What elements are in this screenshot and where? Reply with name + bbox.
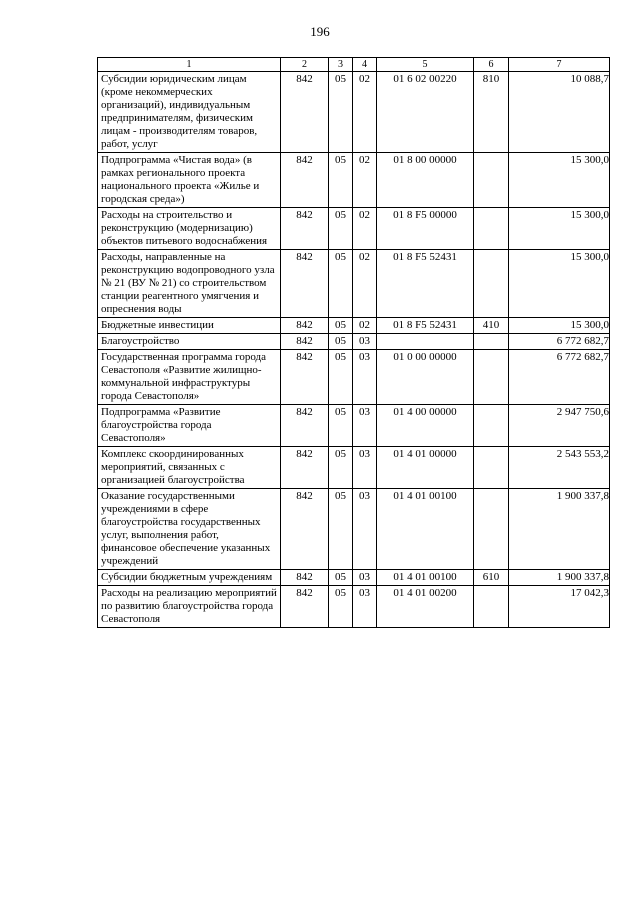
- table-row: [98, 153, 610, 208]
- header-col-2: 2: [281, 58, 329, 72]
- header-col-3: 3: [329, 58, 353, 72]
- cell-subsection: 02: [353, 208, 377, 250]
- cell-target-article: 01 6 02 00220: [377, 72, 474, 153]
- cell-name: Подпрограмма «Развитие благоустройства города Севастополя»: [98, 405, 281, 447]
- cell-amount: 15 300,0: [509, 208, 610, 250]
- cell-name: Субсидии бюджетным учреждениям: [98, 570, 281, 586]
- cell-grbs: 842: [281, 447, 329, 489]
- cell-grbs: 842: [281, 72, 329, 153]
- cell-section: 05: [329, 405, 353, 447]
- cell-target-article: 01 4 01 00100: [377, 489, 474, 570]
- cell-name: Комплекс скоординированных мероприятий, связанных с организацией благоустройства: [98, 447, 281, 489]
- cell-section: 05: [329, 250, 353, 318]
- cell-expense-type: [474, 405, 509, 447]
- cell-section: 05: [329, 489, 353, 570]
- cell-subsection: 03: [353, 570, 377, 586]
- cell-expense-type: [474, 586, 509, 628]
- header-col-5: 5: [377, 58, 474, 72]
- cell-grbs: 842: [281, 405, 329, 447]
- cell-amount: 1 900 337,8: [509, 570, 610, 586]
- cell-amount: 10 088,7: [509, 72, 610, 153]
- cell-name: Расходы на строительство и реконструкцию (модернизацию) объектов питьевого водоснабжения: [98, 208, 281, 250]
- cell-subsection: 02: [353, 318, 377, 334]
- header-col-1: 1: [98, 58, 281, 72]
- cell-amount: 2 947 750,6: [509, 405, 610, 447]
- table-row: [98, 489, 610, 570]
- cell-grbs: 842: [281, 334, 329, 350]
- cell-expense-type: [474, 334, 509, 350]
- cell-grbs: 842: [281, 570, 329, 586]
- cell-subsection: 03: [353, 586, 377, 628]
- cell-subsection: 03: [353, 447, 377, 489]
- cell-expense-type: [474, 489, 509, 570]
- cell-target-article: 01 8 F5 52431: [377, 250, 474, 318]
- cell-name: Расходы, направленные на реконструкцию водопроводного узла № 21 (ВУ № 21) со строительством станции реагентного умягчения и опреснения воды: [98, 250, 281, 318]
- cell-section: 05: [329, 153, 353, 208]
- cell-amount: 6 772 682,7: [509, 334, 610, 350]
- table-row: [98, 334, 610, 350]
- cell-subsection: 02: [353, 250, 377, 318]
- cell-section: 05: [329, 570, 353, 586]
- cell-name: Благоустройство: [98, 334, 281, 350]
- table-row: [98, 318, 610, 334]
- cell-name: Государственная программа города Севастополя «Развитие жилищно-коммунальной инфраструктуры города Севастополя»: [98, 350, 281, 405]
- cell-subsection: 03: [353, 405, 377, 447]
- cell-amount: 1 900 337,8: [509, 489, 610, 570]
- table-row: [98, 447, 610, 489]
- table-row: [98, 250, 610, 318]
- cell-amount: 2 543 553,2: [509, 447, 610, 489]
- cell-amount: 15 300,0: [509, 153, 610, 208]
- table-row: [98, 586, 610, 628]
- cell-target-article: 01 8 00 00000: [377, 153, 474, 208]
- cell-amount: 17 042,3: [509, 586, 610, 628]
- cell-expense-type: [474, 350, 509, 405]
- cell-section: 05: [329, 72, 353, 153]
- cell-amount: 15 300,0: [509, 318, 610, 334]
- header-col-4: 4: [353, 58, 377, 72]
- table-body: [98, 72, 610, 628]
- cell-expense-type: 410: [474, 318, 509, 334]
- table-row: [98, 570, 610, 586]
- cell-name: Подпрограмма «Чистая вода» (в рамках регионального проекта национального проекта «Жилье и городская среда»): [98, 153, 281, 208]
- table-row: [98, 405, 610, 447]
- cell-expense-type: 810: [474, 72, 509, 153]
- cell-section: 05: [329, 208, 353, 250]
- cell-grbs: 842: [281, 586, 329, 628]
- cell-name: Бюджетные инвестиции: [98, 318, 281, 334]
- cell-section: 05: [329, 318, 353, 334]
- cell-grbs: 842: [281, 350, 329, 405]
- cell-grbs: 842: [281, 153, 329, 208]
- cell-section: 05: [329, 447, 353, 489]
- cell-expense-type: [474, 153, 509, 208]
- cell-grbs: 842: [281, 489, 329, 570]
- header-col-6: 6: [474, 58, 509, 72]
- table-row: [98, 72, 610, 153]
- cell-target-article: 01 8 F5 52431: [377, 318, 474, 334]
- cell-subsection: 02: [353, 153, 377, 208]
- header-col-7: 7: [509, 58, 610, 72]
- cell-expense-type: [474, 250, 509, 318]
- table-row: [98, 208, 610, 250]
- cell-subsection: 03: [353, 350, 377, 405]
- cell-grbs: 842: [281, 250, 329, 318]
- cell-subsection: 03: [353, 489, 377, 570]
- cell-subsection: 02: [353, 72, 377, 153]
- cell-name: Субсидии юридическим лицам (кроме некоммерческих организаций), индивидуальным предпринимателям, физическим лицам - производителям товаров, работ, услуг: [98, 72, 281, 153]
- cell-grbs: 842: [281, 318, 329, 334]
- budget-table: [97, 57, 610, 628]
- table-header: [98, 58, 610, 72]
- cell-name: Оказание государственными учреждениями в сфере благоустройства государственных услуг, выполнения работ, финансовое обеспечение указанных учреждений: [98, 489, 281, 570]
- cell-target-article: 01 0 00 00000: [377, 350, 474, 405]
- cell-subsection: 03: [353, 334, 377, 350]
- cell-target-article: 01 4 01 00100: [377, 570, 474, 586]
- cell-amount: 6 772 682,7: [509, 350, 610, 405]
- cell-section: 05: [329, 334, 353, 350]
- cell-section: 05: [329, 586, 353, 628]
- cell-target-article: 01 4 01 00000: [377, 447, 474, 489]
- cell-expense-type: [474, 447, 509, 489]
- cell-target-article: [377, 334, 474, 350]
- header-row: [98, 58, 610, 72]
- table-row: [98, 350, 610, 405]
- cell-section: 05: [329, 350, 353, 405]
- cell-amount: 15 300,0: [509, 250, 610, 318]
- cell-grbs: 842: [281, 208, 329, 250]
- cell-expense-type: [474, 208, 509, 250]
- page-number: 196: [310, 24, 330, 39]
- cell-expense-type: 610: [474, 570, 509, 586]
- cell-target-article: 01 4 01 00200: [377, 586, 474, 628]
- cell-name: Расходы на реализацию мероприятий по развитию благоустройства города Севастополя: [98, 586, 281, 628]
- cell-target-article: 01 8 F5 00000: [377, 208, 474, 250]
- cell-target-article: 01 4 00 00000: [377, 405, 474, 447]
